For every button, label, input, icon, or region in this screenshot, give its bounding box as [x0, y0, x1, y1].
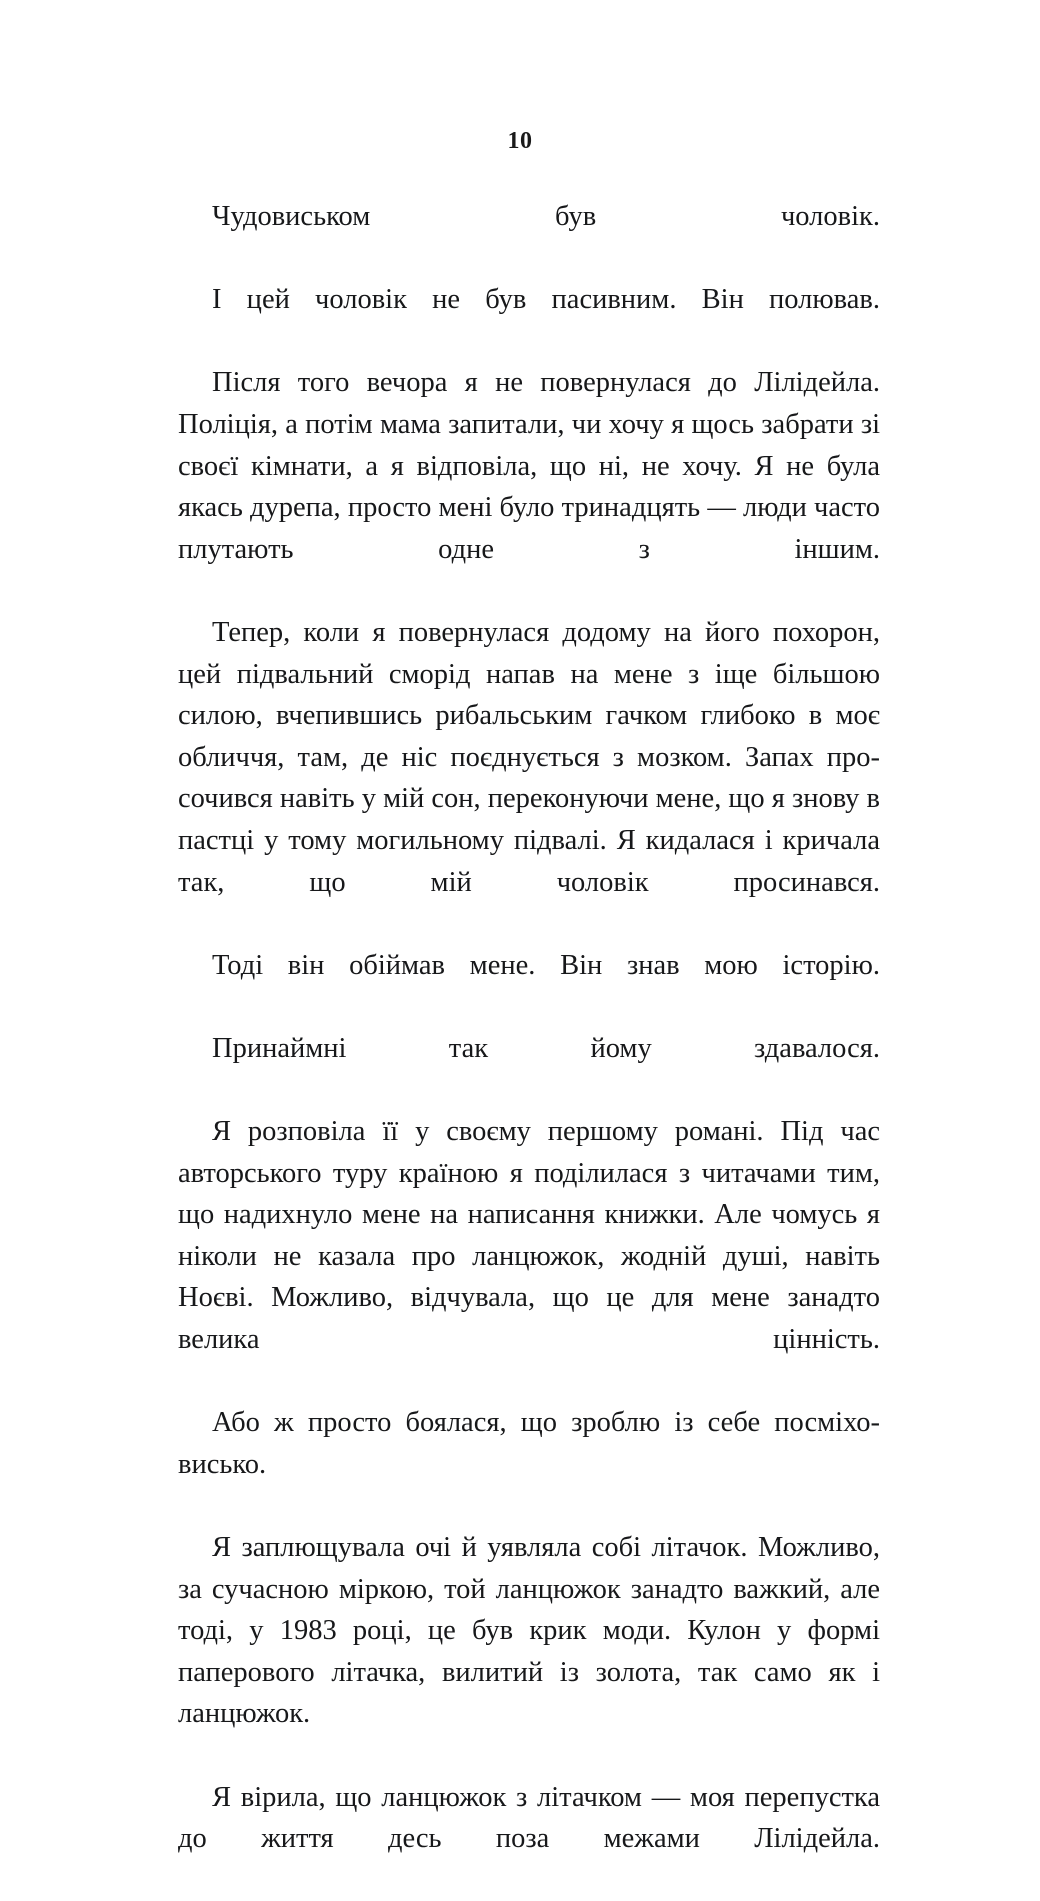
- paragraph: Або ж просто боялася, що зроблю із себе посміховисько.: [178, 1407, 880, 1480]
- paragraph: Я заплющувала очі й уявляла собі літачок. Можливо, за сучасною міркою, той ланцюжок занадто важкий, але тоді, у 1983 році, це був крик моди. Кулон у формі паперового літачка, вилитий із золота, так само як і ланцюжок.: [178, 1532, 880, 1730]
- paragraph: Я вірила, що ланцюжок з літачком — моя перепустка до життя десь поза межами Лілідейла.: [178, 1781, 880, 1855]
- paragraph: І цей чоловік не був пасивним. Він полював.: [212, 284, 880, 316]
- paragraph: Після того вечора я не повернулася до Лілідейла. Поліція, а потім мама запитали, чи хочу я щось забрати зі своєї кімнати, а я відповіла, що ні, не хочу. Я не була якась дурепа, просто мені було тринадцять — люди часто плутають одне з іншим.: [178, 367, 880, 565]
- paragraph: Принаймні так йому здавалося.: [212, 1032, 880, 1064]
- paragraph: Тоді він обіймав мене. Він знав мою історію.: [212, 949, 880, 981]
- paragraph: Тепер, коли я повернулася додому на його похорон, цей підвальний сморід напав на мене з іще більшою силою, вчепившись рибальським гачком глибоко в моє обличчя, там, де ніс поєднується з мозком. Запах просочився навіть у мій сон, переконуючи мене, що я знову в пастці у тому могильному підвалі. Я кидалася і кричала так, що мій чоловік просинався.: [178, 616, 880, 898]
- paragraph: Я розповіла її у своєму першому романі. Під час авторського туру країною я поділилася з читачами тим, що надихнуло мене на написання книжки. Але чомусь я ніколи не казала про ланцюжок, жодній душі, навіть Ноєві. Можливо, відчувала, що це для мене занадто велика цінність.: [178, 1116, 880, 1356]
- page-number: 10: [507, 128, 533, 154]
- body-text-block: [178, 196, 880, 1901]
- paragraph: Чудовиськом був чоловік.: [212, 201, 880, 232]
